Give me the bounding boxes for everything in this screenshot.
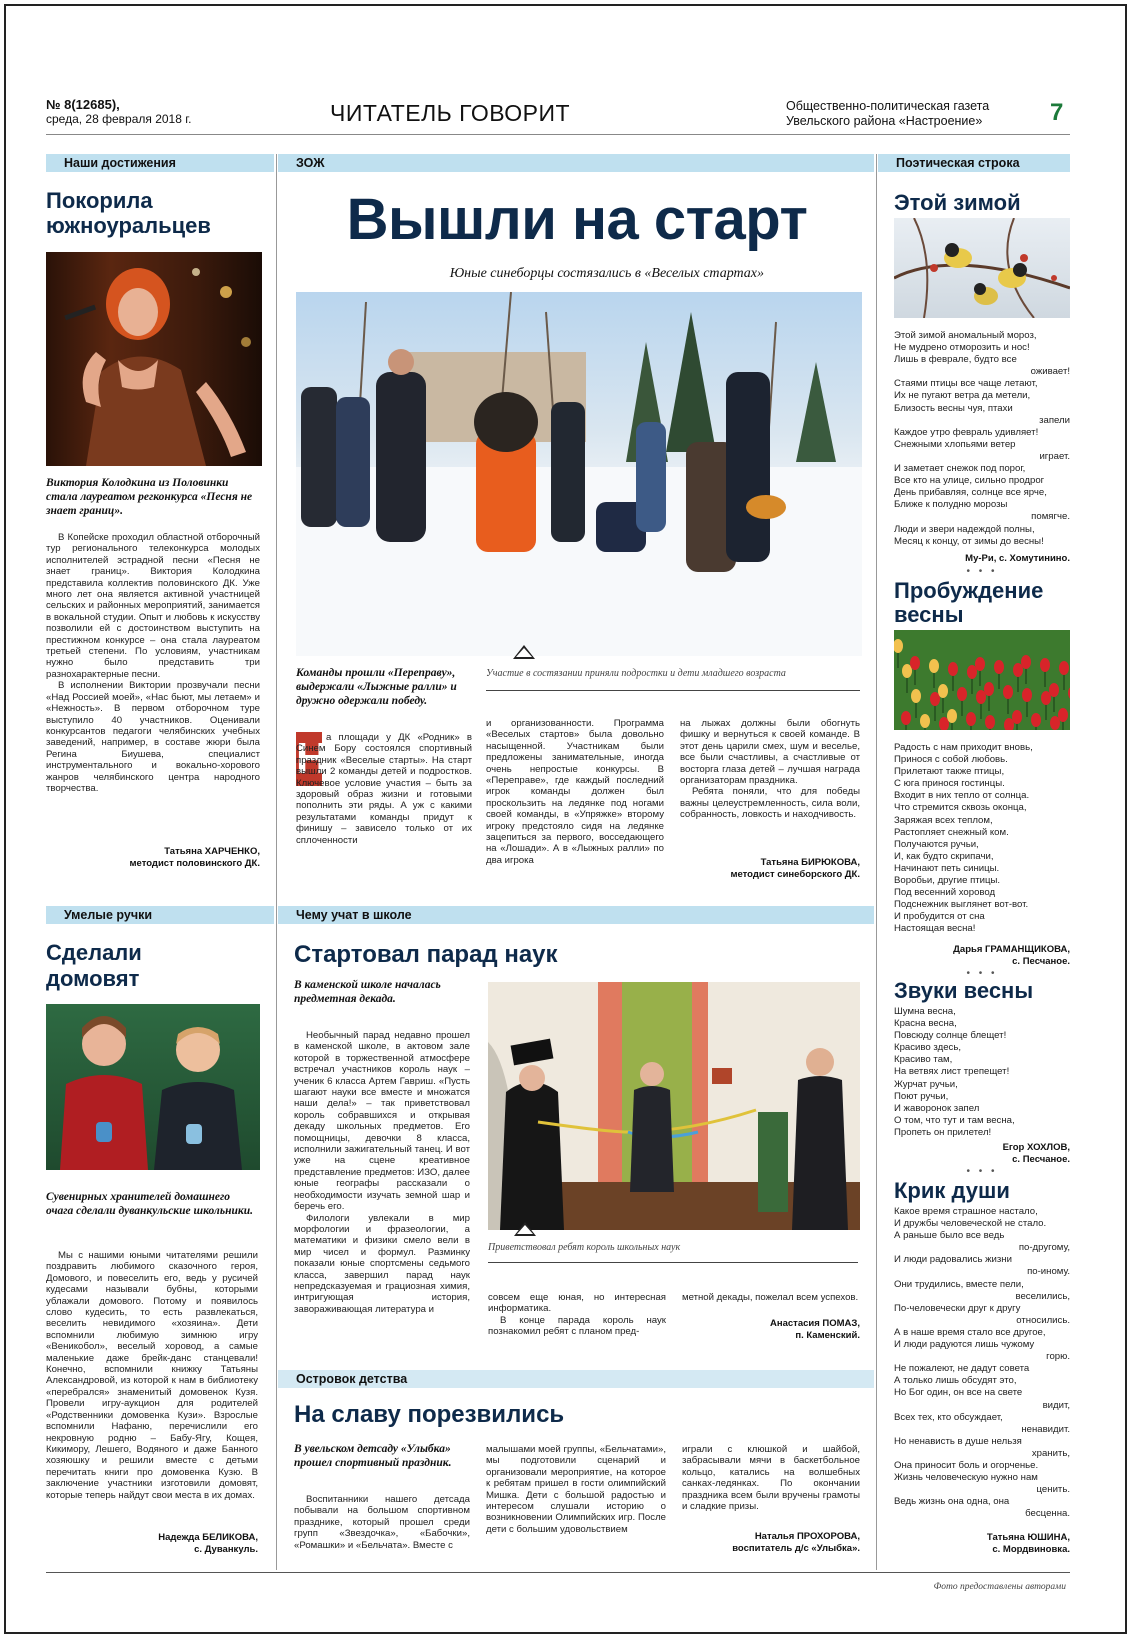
separator: • • • xyxy=(966,1166,998,1177)
school-author-name: Анастасия ПОМАЗ, xyxy=(770,1318,860,1329)
section-title: ЧИТАТЕЛЬ ГОВОРИТ xyxy=(330,100,571,126)
poem-line: Под весенний хоровод xyxy=(894,887,996,899)
school-column-3: метной декады, пожелал всем успехов. xyxy=(682,1292,859,1303)
paper-name-2: Увельского района «Настроение» xyxy=(786,114,983,128)
kids-author-role: воспитатель д/с «Улыбка». xyxy=(732,1543,860,1554)
poem-line: Прилетают также птицы, xyxy=(894,766,1005,778)
crafts-title-line2: домовят xyxy=(46,966,140,991)
paragraph: на лыжах должны были обогнуть фишку и вернуться к своей команде. В этот день царили смех, шум и веселье, все были счастливы, а счастливые от восторга глаза детей – лучшая награда организаторам праздника. xyxy=(680,718,860,787)
school-caption: Приветствовал ребят король школьных наук xyxy=(488,1242,681,1253)
rubric-poetry: Поэтическая строка xyxy=(878,154,1070,172)
poem-line: Каждое утро февраль удивляет! xyxy=(894,426,1039,438)
caption-marker xyxy=(513,645,535,659)
poem-line: Начинают петь синицы. xyxy=(894,862,1000,874)
school-column-1 xyxy=(294,1030,470,1315)
rubric-achievements: Наши достижения xyxy=(46,154,274,172)
poem-title-4: Крик души xyxy=(894,1178,1010,1203)
caption-rule xyxy=(486,690,860,691)
poem-line: горю. xyxy=(1046,1351,1070,1363)
poem-line: Красиво там, xyxy=(894,1054,953,1066)
children-photo xyxy=(46,1004,260,1170)
poem-line: Воробьи, другие птицы. xyxy=(894,875,1001,887)
poem-line: Месяц к концу, от зимы до весны! xyxy=(894,535,1044,547)
photo-caption: Участие в состязании приняли подростки и дети младшего возраста xyxy=(486,668,786,679)
poem-line: ненавидит. xyxy=(1021,1423,1070,1435)
poem-line: Снежными хлопьями ветер xyxy=(894,438,1016,450)
kids-author-name: Наталья ПРОХОРОВА, xyxy=(754,1531,860,1542)
poem-3-place: с. Песчаное. xyxy=(1012,1154,1070,1165)
poem-line: ценить. xyxy=(1036,1484,1070,1496)
poem-2-author: Дарья ГРАМАНЩИКОВА, xyxy=(953,944,1070,955)
poem-line: Стаями птицы все чаще летают, xyxy=(894,378,1038,390)
poem-4-author: Татьяна ЮШИНА, xyxy=(986,1532,1070,1543)
poem-4-place: с. Мордвиновка. xyxy=(992,1544,1070,1555)
main-lead: Команды прошли «Переправу», выдержали «Лыжные ралли» и дружно одержали победу. xyxy=(296,667,457,707)
poem-line: Не пожалеют, не дадут совета xyxy=(894,1363,1030,1375)
poem-line: И жаворонок запел xyxy=(894,1102,980,1114)
poem-4-text xyxy=(894,1206,1070,1520)
poem-line: Растопляет снежный ком. xyxy=(894,826,1009,838)
birds-photo xyxy=(894,218,1070,318)
poem-line: О том, что тут и там весна, xyxy=(894,1114,1015,1126)
footer-rule xyxy=(46,1572,1070,1573)
school-photo xyxy=(488,982,860,1230)
rubric-childhood: Островок детства xyxy=(278,1370,874,1388)
main-title: Вышли на старт xyxy=(346,187,808,252)
poem-line: Близость весны чуя, птахи xyxy=(894,402,1013,414)
kids-column-1 xyxy=(294,1494,470,1551)
poem-line: Но ненависть в душе нельзя xyxy=(894,1435,1022,1447)
poem-line: Ближе к полудню морозы xyxy=(894,499,1008,511)
paragraph: Ребята поняли, что для победы важны целеустремленность, сила воли, собранность, ловкость и находчивость. xyxy=(680,786,860,821)
main-author-name: Татьяна БИРЮКОВА, xyxy=(760,857,860,868)
rubric-zozh: ЗОЖ xyxy=(278,154,874,172)
poem-line: Лишь в феврале, будто все xyxy=(894,354,1017,366)
poem-line: И заметает снежок под порог, xyxy=(894,463,1026,475)
poem-line: День прибавляя, солнце все ярче, xyxy=(894,487,1047,499)
poem-line: Этой зимой аномальный мороз, xyxy=(894,330,1037,341)
drop-cap: Н xyxy=(296,732,322,786)
separator: • • • xyxy=(966,968,998,979)
page-number: 7 xyxy=(1050,99,1064,126)
poem-line: По-человечески друг к другу xyxy=(894,1302,1021,1314)
poem-line: по-иному. xyxy=(1027,1266,1070,1278)
main-column-3 xyxy=(680,718,860,821)
poem-title-2b: весны xyxy=(894,602,964,627)
poem-line: запели xyxy=(1039,414,1070,426)
poem-line: И пробудится от сна xyxy=(894,911,985,923)
main-column-1: а площади у ДК «Родник» в Синем Бору состоялся спортивный праздник «Веселые старты». На старт вышли 2 команды детей и подростков. Ключевое условие участия – быть за здоровый образ жизни и готовыми пополнить эти ряды. А уж с какими результатами команды придут к финишу – зависело только от их сплоченности xyxy=(296,732,472,846)
poem-line: Все кто на улице, сильно продрог xyxy=(894,475,1045,487)
poem-line: Их не пугают ветра да метели, xyxy=(894,390,1031,402)
poem-line: Всех тех, кто обсуждает, xyxy=(894,1411,1003,1423)
crafts-title-line1: Сделали xyxy=(46,940,142,965)
poem-line: хранить, xyxy=(1031,1447,1070,1459)
caption-marker xyxy=(514,1222,536,1236)
paragraph: В конце парада король наук познакомил ребят с планом пред- xyxy=(488,1314,666,1338)
poem-3-text xyxy=(894,1006,1070,1139)
article-title-line2: южноуральцев xyxy=(46,213,211,238)
poem-2-place: с. Песчаное. xyxy=(1012,956,1070,967)
paragraph: Необычный парад недавно прошел в каменской школе, в актовом зале которой в торжественной атмосфере встречал участников король наук – ученик 6 класса Артем Гавриш. «Пусть шагают науки все вместе и множатся наши дела!» – так приветствовал король собравшихся и открывая декаду школьных предметов. Его помощницы, девочки 8 класса, исполнили зажигательный танец. И вот уже на сцене креативное представление предметов: ИЗО, далее юные географы рассказали о необходимости изучать земной шар и беречь его. xyxy=(294,1030,470,1213)
poem-line: Пропеть он прилетел! xyxy=(894,1126,992,1138)
poem-line: И люди радовались жизни xyxy=(894,1254,1012,1266)
paragraph: Филологи увлекали в мир морфологии и фразеологии, а математики и физики смело вели в мир чисел и формул. Разминку показали юные спортсмены седьмого класса, завершил парад наук непредсказуемая и грациозная химия, интригующая история, завораживающая литература и xyxy=(294,1212,470,1315)
poem-line: Настоящая весна! xyxy=(894,923,976,935)
paragraph: В Копейске проходил областной отборочный тур регионального телеконкурса молодых исполнителей эстрадной песни «Песня не знает границ». Виктория Колодкина представила коллектив половинского ДК. Уже много лет она является активной участницей сельских и районных мероприятий, занимается в вокальной студии. Опыт и любовь к искусству позволили ей с достоинством выступить на престижном конкурсе – она стала лауреатом третьей степени. По условиям, участникам нужно было представить три разнохарактерные песни. xyxy=(46,532,260,680)
article-body xyxy=(46,532,260,794)
poem-3-author: Егор ХОХЛОВ, xyxy=(1002,1142,1070,1153)
poem-line: И люди радуются лишь чужому xyxy=(894,1339,1035,1351)
divider-1 xyxy=(276,154,277,1570)
divider-2 xyxy=(876,154,877,1570)
poem-line: Красна весна, xyxy=(894,1018,957,1030)
article-lead: Виктория Колодкина из Половинки стала лауреатом регконкурса «Песня не знает границ». xyxy=(46,477,253,517)
crafts-lead: Сувенирных хранителей домашнего очага сделали дуванкульские школьники. xyxy=(46,1191,253,1217)
poem-line: Ведь жизнь она одна, она xyxy=(894,1496,1010,1508)
poem-line: Подснежник выглянет вот-вот. xyxy=(894,899,1029,911)
poem-title-2a: Пробуждение xyxy=(894,578,1044,603)
poem-line: бесценна. xyxy=(1025,1508,1070,1520)
poem-line: Они трудились, вместе пели, xyxy=(894,1278,1024,1290)
poem-line: по-другому, xyxy=(1018,1242,1070,1254)
poem-line: Шумна весна, xyxy=(894,1006,956,1017)
article-title-line1: Покорила xyxy=(46,188,153,213)
paper-name-1: Общественно-политическая газета xyxy=(786,99,990,113)
kids-column-3: играли с клюшкой и шайбой, забрасывали мячи в баскетбольное кольцо, катались на волшебных санках-ледянках. По окончании праздника всем были вручены грамоты и сладкие призы. xyxy=(682,1444,860,1513)
paragraph: В исполнении Виктории прозвучали песни «Над Россией моей», «Нас бьют, мы летаем» и «Нежность». В первом отборочном туре выступило 40 участников. Оценивали конкурсантов педагоги челябинских учебных заведений, например, в составе жюри была Регина Биушева, специалист инструментального и вокально-хорового жанров челябинского центра народного творчества. xyxy=(46,680,260,794)
poem-2-text xyxy=(894,742,1070,936)
main-subtitle: Юные синеборцы состязались в «Веселых стартах» xyxy=(449,266,764,281)
paragraph: совсем еще юная, но интересная информатика. xyxy=(488,1292,666,1315)
rubric-crafts: Умелые ручки xyxy=(46,906,274,924)
separator: • • • xyxy=(966,566,998,577)
kids-lead: В увельском детсаду «Улыбка» прошел спортивный праздник. xyxy=(294,1443,452,1469)
paragraph: Мы с нашими юными читателями решили поздравить любимого сказочного героя, Домового, и повеселить его, ведь у русичей кудесами называли бубны, которыми ублажали домового. Потому и появилось слово кудесить, то есть развлекаться, веселить невидимого «хозяина». Дети вспомнили любимую зимнюю игру «Веникобол», веселый хоровод, а самые маленькие даже брейк-данс станцевали! Конечно, вспомнили книжку Татьяны Александровой, из которой к нам в библиотеку «перебрался» знаменитый домовенок Кузя. Провели игру-аукцион для родителей «Родственники домовенка Кузи». Взрослые вспомнили Нафаню, перечислили его некровную родню – Бабу-Ягу, Кощея, Кикимору, Лешего, Водяного и даже Банного хозяюшку и решили вместе с детьми перечитать книги про домовенка Кузю. В заключение участники изготовили домовят, которые теперь найдут свои места в их домах. xyxy=(46,1250,258,1501)
poem-line: И, как будто скрипачи, xyxy=(894,850,994,862)
crafts-author-place: с. Дуванкуль. xyxy=(194,1544,258,1555)
main-author-role: методист синеборского ДК. xyxy=(730,869,860,880)
school-lead: В каменской школе началась предметная декада. xyxy=(294,979,441,1005)
poem-line: Радость с нам приходит вновь, xyxy=(894,742,1033,753)
issue-number: № 8(12685), xyxy=(46,97,120,112)
poem-line: Заряжая всех теплом, xyxy=(894,814,993,826)
crafts-body xyxy=(46,1250,258,1501)
school-column-2 xyxy=(488,1292,666,1338)
poem-line: видит, xyxy=(1042,1399,1070,1411)
poem-line: Поют ручьи, xyxy=(894,1090,949,1102)
poem-line: веселились, xyxy=(1015,1290,1070,1302)
poem-line: Повсюду солнце блещет! xyxy=(894,1030,1007,1042)
poem-line: оживает! xyxy=(1030,366,1070,378)
poem-line: А раньше было все ведь xyxy=(894,1230,1005,1242)
author-name: Татьяна ХАРЧЕНКО, xyxy=(164,846,260,857)
poem-line: Жизнь человеческую нужно нам xyxy=(894,1472,1038,1484)
poem-line: А только лишь обсудят это, xyxy=(894,1375,1017,1387)
issue-date: среда, 28 февраля 2018 г. xyxy=(46,112,192,126)
crafts-author-name: Надежда БЕЛИКОВА, xyxy=(158,1532,258,1543)
poem-line: На ветвях лист трепещет! xyxy=(894,1066,1010,1078)
poem-line: Не мудрено отморозить и нос! xyxy=(894,342,1030,354)
poem-line: С юга принося гостинцы. xyxy=(894,778,1005,790)
poem-line: И дружбы человеческой не стало. xyxy=(894,1218,1047,1230)
header-rule xyxy=(46,134,1070,135)
poem-line: играет. xyxy=(1039,450,1070,462)
poem-line: Что стремится сквозь оконца, xyxy=(894,802,1027,814)
poem-line: Входит в них тепло от солнца. xyxy=(894,790,1030,802)
poem-line: Какое время страшное настало, xyxy=(894,1206,1038,1217)
school-title: Стартовал парад наук xyxy=(294,941,558,968)
school-author-place: п. Каменский. xyxy=(795,1330,860,1341)
poem-line: Она приносит боль и огорченье. xyxy=(894,1459,1039,1471)
poem-line: Красиво здесь, xyxy=(894,1042,961,1054)
poem-1-text xyxy=(894,330,1070,548)
poem-line: помягче. xyxy=(1031,511,1070,523)
winter-games-photo xyxy=(296,292,862,656)
poem-line: Получаются ручьи, xyxy=(894,838,979,850)
poem-line: относились. xyxy=(1016,1314,1070,1326)
caption-rule xyxy=(488,1262,858,1263)
kids-column-2: малышами моей группы, «Бельчатами», мы подготовили сценарий и организовали мероприятие, на которое к ребятам пришел в гости олимпийский Мишка. Дети с большой радостью и интересом слушали историю о возникновении Олимпийских игр. После дети с большим удовольствием xyxy=(486,1444,666,1535)
poem-line: А в наше время стало все другое, xyxy=(894,1326,1046,1338)
singer-photo xyxy=(46,252,262,466)
kids-title: На славу порезвились xyxy=(294,1401,565,1428)
poem-line: Журчат ручьи, xyxy=(894,1078,958,1090)
poem-title-1: Этой зимой xyxy=(894,190,1021,215)
poem-title-3: Звуки весны xyxy=(894,978,1034,1003)
tulips-photo xyxy=(894,630,1070,730)
rubric-school: Чему учат в школе xyxy=(278,906,874,924)
poem-1-author: Му-Ри, с. Хомутинино. xyxy=(965,553,1070,564)
main-column-2: и организованности. Программа «Веселых стартов» была довольно насыщенной. Участникам были предложены занимательные, иногда очень непростые конкурсы. В «Переправе», где каждый последний игрок команды должен был проскользить на ледянке под ногами своей команды, в «Упряжке» второму игроку предстояло сидя на ледянке зацепиться за первого, восседающего на «Лошади». А в «Лыжных ралли» по два игрока xyxy=(486,718,664,866)
photo-credit: Фото предоставлены авторами xyxy=(933,1582,1066,1592)
author-role: методист половинского ДК. xyxy=(129,858,260,869)
poem-line: Люди и звери надеждой полны, xyxy=(894,523,1035,535)
poem-line: Принося с собой любовь. xyxy=(894,754,1008,766)
poem-line: Но Бог один, он все на свете xyxy=(894,1387,1023,1399)
paragraph: Воспитанники нашего детсада побывали на большом спортивном празднике, который прошел среди групп «Звездочка», «Бабочки», «Ромашки» и «Бельчата». Вместе с xyxy=(294,1494,470,1551)
